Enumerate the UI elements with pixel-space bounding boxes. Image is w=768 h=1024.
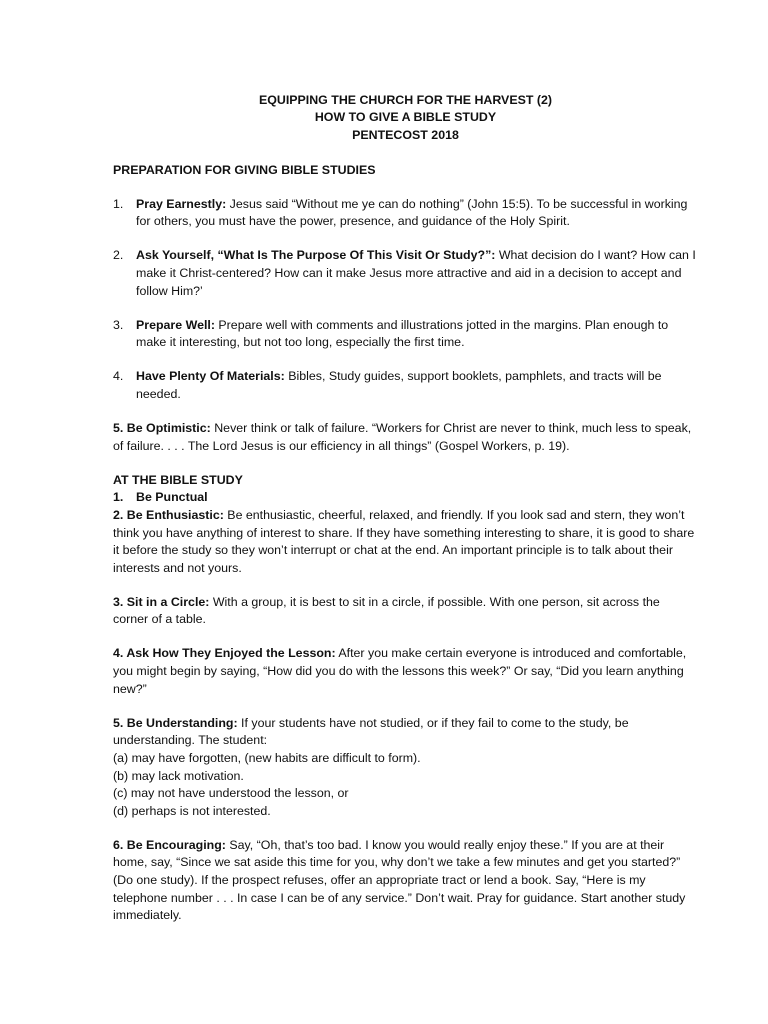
prep-item-5 [113, 420, 698, 455]
study-item-5-text: If your students have not studied, or if they fail to come to the study, be understanding. The student: [113, 715, 629, 748]
prep-item-4-number: 4. [113, 369, 124, 384]
study-item-1 [113, 489, 698, 507]
study-item-2-text: Be enthusiastic, cheerful, relaxed, and friendly. If you look sad and stern, they won’t think you have anything of interest to share. If they have something interesting to share, it is good to share it before the study so they won’t interrupt or chat at the end. An important principle is to talk about their interests and not yours. [113, 507, 695, 575]
study-item-3-text: With a group, it is best to sit in a circle, if possible. With one person, sit across the corner of a table. [113, 594, 660, 627]
prep-item-1-text: Jesus said “Without me ye can do nothing” (John 15:5). To be successful in working for others, you must have the power, presence, and guidance of the Holy Spirit. [136, 196, 688, 229]
study-item-6-text: Say, “Oh, that’s too bad. I know you would really enjoy these.” If you are at their home, say, “Since we sat aside this time for you, why don’t we take a few minutes and get you started?” (Do one study). If the prospect refuses, offer an appropriate tract or lend a book. Say, “Here is my telephone number . . . In case I can be of any service.” Don’t wait. Pray for guidance. Start another study immediately. [113, 837, 686, 923]
prep-item-4-label: Have Plenty Of Materials: [136, 369, 285, 384]
prep-item-2-label: Ask Yourself, “What Is The Purpose Of This Visit Or Study?”: [136, 248, 496, 263]
title-line-3: PENTECOST 2018 [352, 127, 459, 142]
study-item-5-sub-a: (a) may have forgotten, (new habits are difficult to form). [113, 750, 421, 765]
prep-item-3-number: 3. [113, 317, 124, 332]
study-item-3 [113, 594, 698, 629]
study-item-5-label: 5. Be Understanding: [113, 715, 238, 730]
prep-item-2-number: 2. [113, 248, 124, 263]
prep-item-3-text: Prepare well with comments and illustrations jotted in the margins. Plan enough to make it interesting, but not too long, especially the first time. [136, 317, 669, 350]
prep-item-4 [113, 368, 698, 403]
title-line-2: HOW TO GIVE A BIBLE STUDY [314, 110, 497, 125]
study-item-2-label: 2. Be Enthusiastic: [113, 507, 224, 522]
prep-item-3 [113, 317, 698, 352]
document-title [113, 92, 698, 144]
prep-item-1-number: 1. [113, 196, 124, 211]
study-item-5-sub-b: (b) may lack motivation. [113, 768, 244, 783]
study-item-4-label: 4. Ask How They Enjoyed the Lesson: [113, 646, 336, 661]
study-item-1-number: 1. [113, 490, 124, 505]
study-item-5 [113, 715, 698, 750]
preparation-heading: PREPARATION FOR GIVING BIBLE STUDIES [113, 162, 376, 177]
study-heading: AT THE BIBLE STUDY [113, 472, 243, 487]
prep-item-1 [113, 196, 698, 231]
study-item-6 [113, 837, 698, 925]
prep-item-5-label: 5. Be Optimistic: [113, 421, 211, 436]
prep-item-5-text: Never think or talk of failure. “Workers for Christ are never to think, much less to speak, of failure. . . . The Lord Jesus is our efficiency in all things” (Gospel Workers, p. 19). [113, 421, 692, 453]
title-line-1: EQUIPPING THE CHURCH FOR THE HARVEST (2) [258, 93, 553, 107]
study-item-5-sub-c: (c) may not have understood the lesson, or [113, 786, 349, 801]
study-item-4 [113, 645, 698, 698]
prep-item-2 [113, 247, 698, 300]
study-item-4-text: After you make certain everyone is introduced and comfortable, you might begin by saying, “How did you do with the lessons this week?” Or say, “Did you learn anything new?” [113, 646, 687, 696]
study-item-6-label: 6. Be Encouraging: [113, 837, 226, 852]
study-item-2 [113, 507, 698, 577]
prep-item-4-text: Bibles, Study guides, support booklets, pamphlets, and tracts will be needed. [136, 369, 662, 401]
study-item-5-sub-d: (d) perhaps is not interested. [113, 803, 271, 818]
study-item-3-label: 3. Sit in a Circle: [113, 594, 210, 609]
prep-item-1-label: Pray Earnestly: [136, 196, 227, 211]
study-item-1-text: Be Punctual [136, 490, 208, 505]
prep-item-2-text: What decision do I want? How can I make it Christ-centered? How can it make Jesus more attractive and aid in a decision to accept and follow Him?’ [136, 248, 696, 298]
prep-item-3-label: Prepare Well: [136, 317, 215, 332]
